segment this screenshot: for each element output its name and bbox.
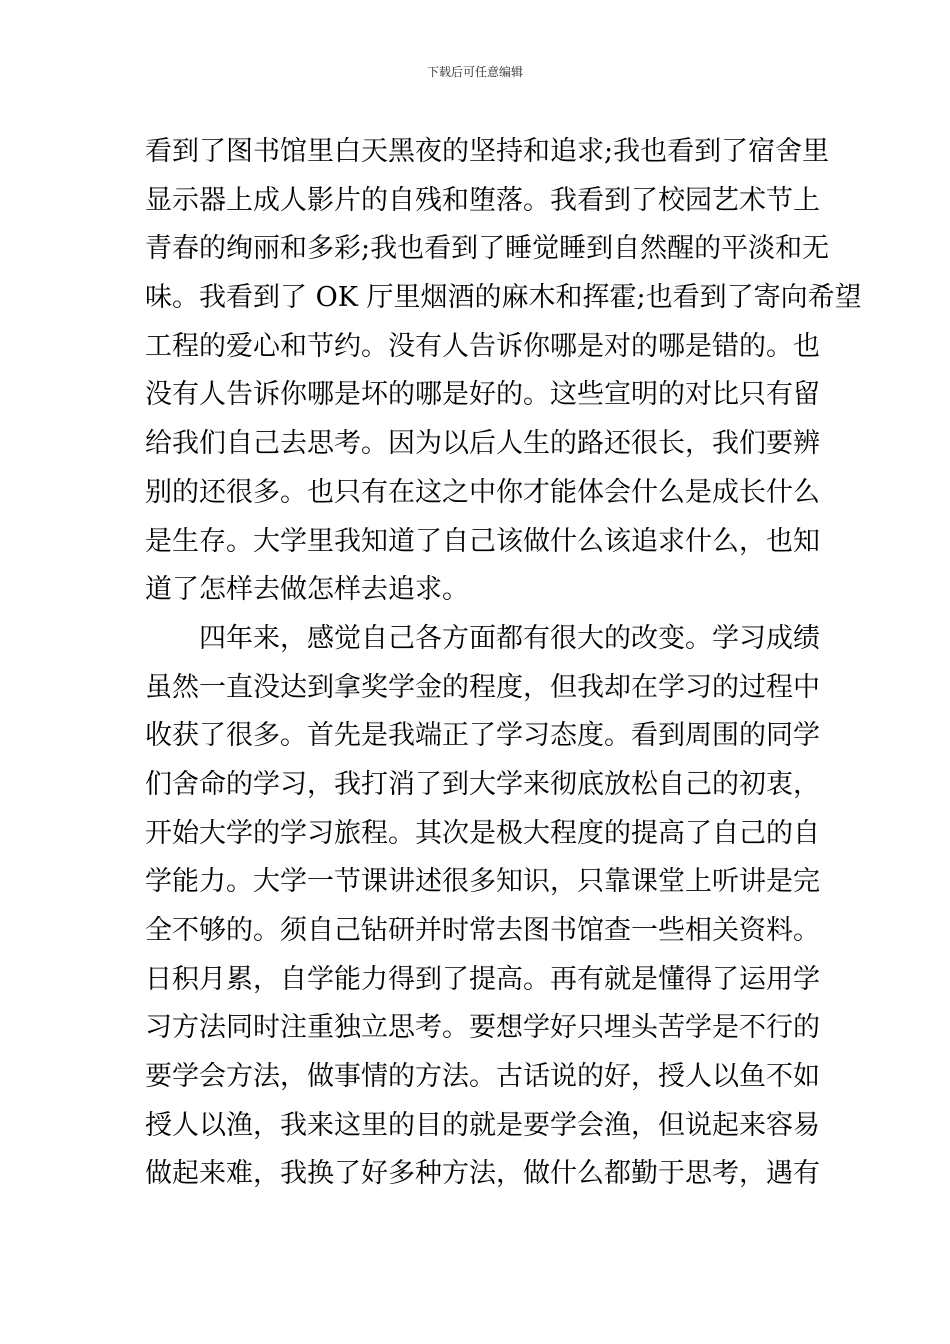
text-line: 日积月累，自学能力得到了提高。再有就是懂得了运用学: [145, 963, 820, 995]
text-line: 要学会方法，做事情的方法。古话说的好，授人以鱼不如: [145, 1061, 820, 1093]
text-line: 是生存。大学里我知道了自己该做什么该追求什么，也知: [145, 525, 820, 557]
text-line: 别的还很多。也只有在这之中你才能体会什么是成长什么: [145, 476, 820, 508]
text-line: 道了怎样去做怎样去追求。: [145, 574, 469, 606]
text-line: 开始大学的学习旅程。其次是极大程度的提高了自己的自: [145, 817, 820, 849]
text-line: 虽然一直没达到拿奖学金的程度，但我却在学习的过程中: [145, 671, 820, 703]
paragraph-first-line: 四年来，感觉自己各方面都有很大的改变。学习成绩: [199, 622, 820, 654]
page-header: 下载后可任意编辑: [426, 65, 523, 79]
text-line: 工程的爱心和节约。没有人告诉你哪是对的哪是错的。也: [145, 330, 820, 362]
text-line: 学能力。大学一节课讲述很多知识，只靠课堂上听讲是完: [145, 866, 820, 898]
text-line: 看到了图书馆里白天黑夜的坚持和追求;我也看到了宿舍里: [145, 136, 830, 167]
text-line: 给我们自己去思考。因为以后人生的路还很长，我们要辨: [145, 428, 820, 460]
text-line: 显示器上成人影片的自残和堕落。我看到了校园艺术节上: [145, 184, 820, 216]
text-line: 们舍命的学习，我打消了到大学来彻底放松自己的初衷，: [145, 768, 820, 800]
text-line: 收获了很多。首先是我端正了学习态度。看到周围的同学: [145, 720, 820, 752]
document-body: [145, 128, 862, 1199]
text-line: 做起来难，我换了好多种方法，做什么都勤于思考，遇有: [145, 1158, 820, 1190]
text-line: 全不够的。须自己钻研并时常去图书馆查一些相关资料。: [145, 915, 820, 946]
text-line: 没有人告诉你哪是坏的哪是好的。这些宣明的对比只有留: [145, 379, 820, 411]
text-line: 授人以渔，我来这里的目的就是要学会渔，但说起来容易: [145, 1109, 820, 1141]
text-line: 习方法同时注重独立思考。要想学好只埋头苦学是不行的: [145, 1012, 820, 1044]
text-line: 味。我看到了 OK 厅里烟酒的麻木和挥霍;也看到了寄向希望: [145, 282, 862, 314]
text-line: 青春的绚丽和多彩;我也看到了睡觉睡到自然醒的平淡和无: [145, 233, 830, 265]
